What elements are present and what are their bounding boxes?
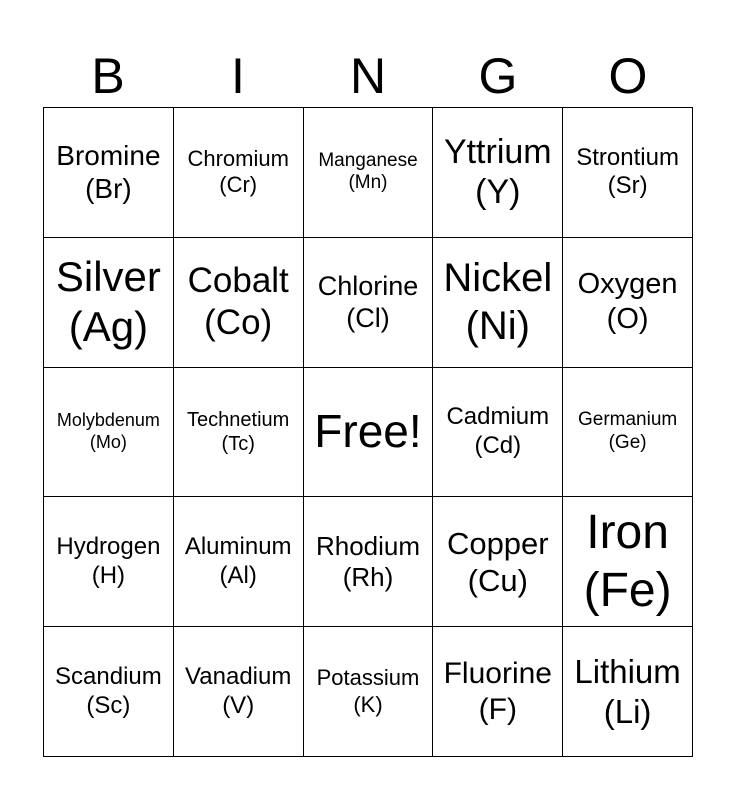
cell-element-symbol: (Cd) <box>474 431 522 459</box>
bingo-grid <box>43 107 693 757</box>
free-space-cell[interactable] <box>304 368 434 498</box>
cell-element-symbol: (Ge) <box>608 431 647 453</box>
bingo-cell[interactable] <box>44 627 174 757</box>
header-letter-g: G <box>478 48 518 104</box>
cell-element-name: Germanium <box>577 409 678 431</box>
bingo-cell[interactable] <box>304 238 434 368</box>
cell-element-symbol: (Li) <box>603 692 652 730</box>
cell-element-name: Molybdenum <box>56 410 160 431</box>
bingo-cell[interactable] <box>174 108 304 238</box>
cell-element-name: Yttrium <box>443 132 552 171</box>
bingo-cell[interactable] <box>174 497 304 627</box>
bingo-cell[interactable] <box>433 108 563 238</box>
cell-element-name: Bromine <box>56 139 161 171</box>
cell-element-name: Aluminum <box>184 532 292 560</box>
header-letter-i: I <box>231 48 245 104</box>
free-space-label: Free! <box>314 405 422 458</box>
cell-element-name: Potassium <box>316 665 420 691</box>
cell-element-symbol: (Al) <box>219 561 257 589</box>
cell-element-symbol: (Br) <box>85 173 132 205</box>
cell-element-symbol: (F) <box>478 692 517 726</box>
bingo-cell[interactable] <box>44 238 174 368</box>
cell-element-symbol: (Tc) <box>221 432 255 455</box>
cell-element-symbol: (V) <box>222 691 255 719</box>
cell-element-symbol: (Cl) <box>346 303 390 334</box>
bingo-header <box>43 44 693 108</box>
cell-element-symbol: (Sc) <box>86 691 131 719</box>
cell-element-symbol: (Co) <box>204 303 273 343</box>
cell-element-name: Chromium <box>187 146 289 171</box>
header-letter-o: O <box>608 48 648 104</box>
cell-element-name: Iron <box>586 506 669 560</box>
header-letter-n: N <box>349 48 387 104</box>
cell-element-symbol: (K) <box>353 691 383 717</box>
bingo-cell[interactable] <box>174 368 304 498</box>
cell-element-name: Vanadium <box>185 662 292 690</box>
cell-element-name: Oxygen <box>577 268 678 301</box>
bingo-cell[interactable] <box>433 497 563 627</box>
bingo-cell[interactable] <box>44 497 174 627</box>
cell-element-symbol: (Sr) <box>607 172 648 200</box>
cell-element-symbol: (Y) <box>475 173 521 212</box>
bingo-cell[interactable] <box>174 238 304 368</box>
bingo-cell[interactable] <box>563 108 693 238</box>
bingo-cell[interactable] <box>44 108 174 238</box>
bingo-cell[interactable] <box>433 368 563 498</box>
cell-element-symbol: (Ag) <box>68 303 149 351</box>
cell-element-name: Copper <box>446 525 549 561</box>
cell-element-name: Manganese <box>318 149 418 171</box>
cell-element-name: Fluorine <box>443 656 552 690</box>
bingo-cell[interactable] <box>174 627 304 757</box>
cell-element-symbol: (Mn) <box>348 172 388 194</box>
cell-element-symbol: (H) <box>91 561 126 589</box>
cell-element-name: Cadmium <box>446 403 550 431</box>
cell-element-name: Silver <box>55 252 161 300</box>
cell-element-name: Chlorine <box>317 270 419 301</box>
bingo-cell[interactable] <box>433 238 563 368</box>
cell-element-symbol: (Rh) <box>342 561 394 592</box>
cell-element-name: Strontium <box>576 143 679 171</box>
cell-element-name: Technetium <box>187 408 290 431</box>
cell-element-symbol: (Cr) <box>219 172 258 198</box>
bingo-cell[interactable] <box>433 627 563 757</box>
cell-element-symbol: (Cu) <box>467 562 528 598</box>
cell-element-name: Hydrogen <box>56 532 161 560</box>
cell-element-name: Rhodium <box>315 530 421 561</box>
cell-element-name: Scandium <box>55 662 162 690</box>
cell-element-symbol: (Ni) <box>465 304 530 349</box>
cell-element-symbol: (Mo) <box>89 431 127 452</box>
cell-element-name: Nickel <box>443 256 553 301</box>
bingo-cell[interactable] <box>304 627 434 757</box>
bingo-cell[interactable] <box>563 627 693 757</box>
bingo-cell[interactable] <box>304 108 434 238</box>
cell-element-symbol: (Fe) <box>583 563 672 617</box>
cell-element-symbol: (O) <box>606 303 649 336</box>
bingo-cell[interactable] <box>304 497 434 627</box>
bingo-cell[interactable] <box>563 497 693 627</box>
bingo-cell[interactable] <box>44 368 174 498</box>
bingo-cell[interactable] <box>563 238 693 368</box>
header-letter-b: B <box>91 48 125 104</box>
cell-element-name: Lithium <box>574 653 681 690</box>
bingo-cell[interactable] <box>563 368 693 498</box>
cell-element-name: Cobalt <box>187 261 289 301</box>
